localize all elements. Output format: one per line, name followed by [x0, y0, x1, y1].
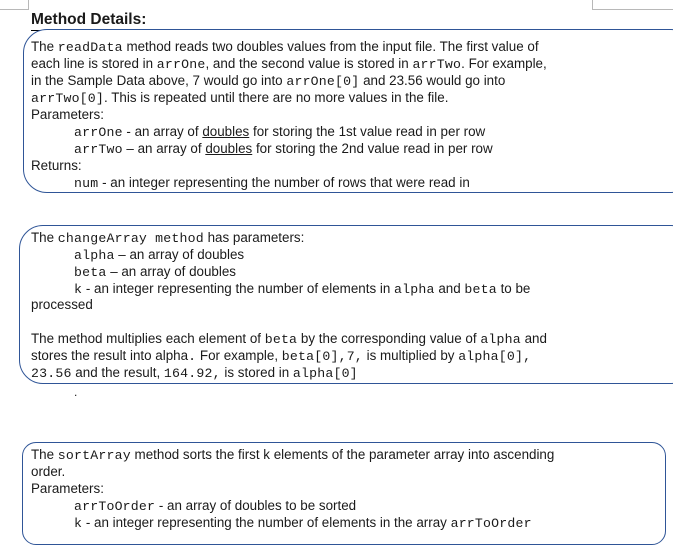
section-heading: Method Details:	[31, 10, 591, 31]
text-segment: method reads two doubles values from the input file. The first value of	[122, 39, 539, 54]
text-segment: 23.56	[31, 366, 72, 381]
text-line	[31, 347, 531, 365]
text-segment: . For example,	[461, 56, 547, 71]
text-segment: – an array of doubles	[106, 264, 236, 279]
stray-dot: .	[74, 385, 78, 399]
text-segment: changeArray method	[57, 231, 204, 246]
text-segment: The	[31, 447, 58, 462]
text-line	[74, 174, 470, 192]
text-line	[31, 330, 547, 348]
text-segment: - an array of doubles to be sorted	[155, 498, 357, 513]
text-segment: beta[0],7,	[281, 349, 363, 364]
text-line	[74, 514, 532, 532]
text-line	[31, 72, 505, 90]
parameters-label: Parameters:	[31, 107, 104, 122]
text-segment: arrTwo	[412, 57, 462, 72]
text-segment: The	[31, 230, 58, 245]
text-segment: is stored in	[220, 365, 293, 380]
text-segment: is multiplied by	[362, 348, 459, 363]
text-segment: beta	[74, 265, 107, 280]
text-segment: - an integer representing the number of elements in	[82, 281, 395, 296]
text-segment: alpha	[394, 282, 435, 297]
text-segment: , and the second value is stored in	[205, 56, 413, 71]
text-segment: beta	[464, 282, 497, 297]
parameters-label: Parameters:	[31, 481, 104, 496]
text-segment: – an array of	[122, 141, 206, 156]
text-segment: and	[520, 331, 547, 346]
text-segment: k	[74, 516, 83, 531]
text-line	[74, 140, 493, 158]
text-segment: The method multiplies each element of	[31, 331, 265, 346]
text-segment: method sorts the first k elements of the parameter array into ascending	[130, 447, 555, 462]
text-segment: has parameters:	[203, 230, 305, 245]
text-segment: and the result,	[71, 365, 164, 380]
page-corner-mark	[592, 9, 673, 10]
text-segment: sortArray	[57, 448, 131, 463]
text-segment: – an array of doubles	[114, 247, 245, 262]
text-segment: For example,	[196, 348, 282, 363]
text-line	[31, 364, 358, 382]
text-line	[74, 280, 530, 298]
text-segment: . This is repeated until there are no more values in the file.	[104, 90, 449, 105]
text-segment: to be	[496, 281, 531, 296]
text-segment: alpha	[480, 332, 521, 347]
text-line	[74, 123, 485, 141]
text-segment: - an array of	[122, 124, 203, 139]
text-segment: in the Sample Data above, 7 would go into	[31, 73, 287, 88]
text-segment: doubles	[202, 124, 250, 139]
text-segment: each line is stored in	[31, 56, 157, 71]
text-line	[74, 263, 236, 281]
text-segment: and 23.56 would go into	[359, 73, 506, 88]
text-segment: stores the result into alpha	[31, 348, 189, 363]
text-segment: order.	[31, 464, 66, 479]
text-segment: beta	[264, 332, 298, 347]
text-line	[31, 446, 554, 464]
text-segment: arrOne	[156, 57, 206, 72]
text-line	[31, 38, 539, 56]
text-segment: num	[74, 176, 99, 191]
text-segment: alpha[0]	[292, 366, 358, 381]
text-line	[74, 497, 356, 515]
text-segment: arrToOrder	[74, 499, 156, 514]
text-segment: alpha	[74, 248, 115, 263]
text-segment: - an integer representing the number of elements in the array	[82, 515, 451, 530]
text-segment: k	[74, 282, 83, 297]
text-segment: 164.92,	[163, 366, 221, 381]
text-segment: arrTwo[0]	[31, 91, 105, 106]
text-segment: and	[434, 281, 465, 296]
page-corner-mark	[0, 9, 29, 10]
text-segment: arrTwo	[74, 142, 123, 157]
text-segment: doubles	[205, 141, 253, 156]
text-segment: .	[188, 349, 197, 364]
text-line	[31, 55, 547, 73]
text-segment: for storing the 1st value read in per row	[249, 124, 486, 139]
text-segment: processed	[31, 297, 93, 312]
text-segment: for storing the 2nd value read in per row	[252, 141, 493, 156]
text-segment: arrToOrder	[450, 516, 532, 531]
text-segment: by the corresponding value of	[297, 331, 481, 346]
text-line	[74, 246, 244, 264]
text-segment: arrOne	[74, 125, 123, 140]
text-line	[31, 89, 448, 107]
returns-label: Returns:	[31, 158, 82, 173]
text-segment: - an integer representing the number of rows that were read in	[98, 175, 470, 190]
text-segment: alpha[0],	[458, 349, 532, 364]
text-segment: readData	[57, 40, 123, 55]
text-line	[31, 229, 304, 247]
text-segment: The	[31, 39, 58, 54]
text-segment: arrOne[0]	[286, 74, 360, 89]
